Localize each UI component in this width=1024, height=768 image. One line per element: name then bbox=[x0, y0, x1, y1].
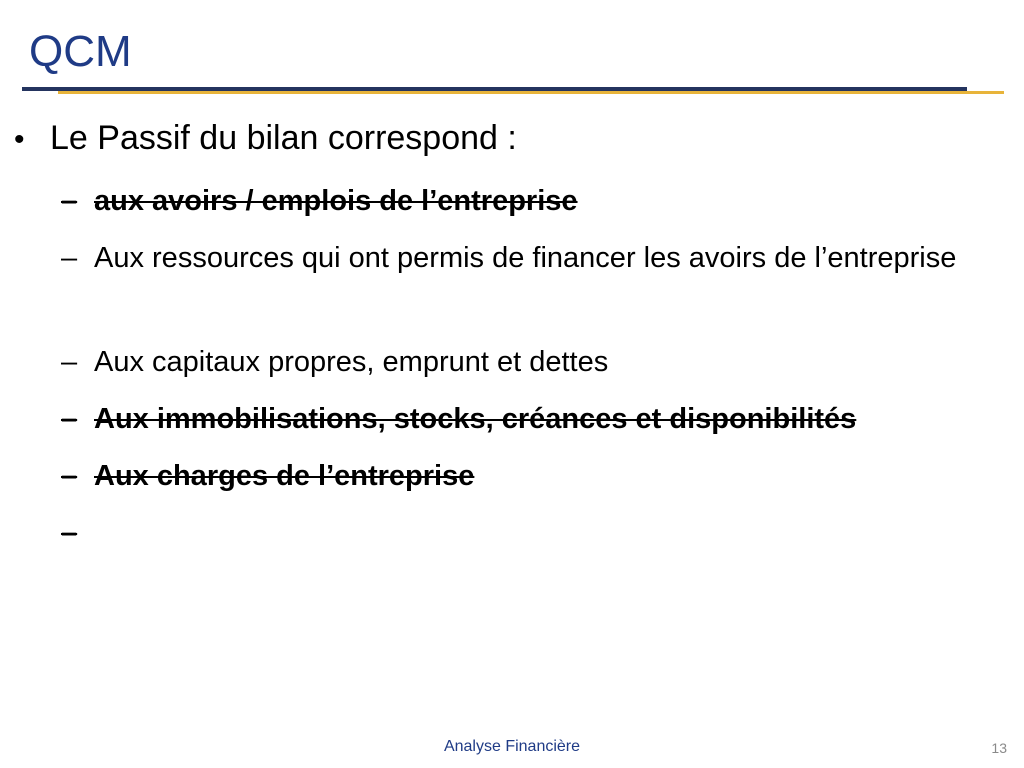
answer-text: Aux capitaux propres, emprunt et dettes bbox=[94, 346, 609, 378]
answer-option-1 bbox=[61, 181, 989, 221]
answer-text: aux avoirs / emplois de l’entreprise bbox=[94, 185, 578, 217]
dash-icon: – bbox=[61, 242, 78, 274]
answer-text: Aux charges de l’entreprise bbox=[94, 460, 475, 492]
page-number: 13 bbox=[991, 740, 1007, 756]
dash-icon: – bbox=[61, 517, 78, 549]
dash-icon: – bbox=[61, 460, 78, 492]
slide-footer: Analyse Financière bbox=[443, 738, 581, 755]
bullet-icon: • bbox=[14, 123, 25, 156]
answer-option-5 bbox=[61, 456, 989, 496]
answer-option-2 bbox=[61, 238, 989, 278]
dash-icon: – bbox=[61, 403, 78, 435]
answer-text: Aux immobilisations, stocks, créances et disponibilités bbox=[94, 403, 857, 435]
question-text: Le Passif du bilan correspond : bbox=[50, 119, 517, 157]
slide-title: QCM bbox=[29, 27, 132, 76]
dash-icon: – bbox=[61, 185, 78, 217]
question bbox=[14, 117, 517, 161]
answer-text: Aux ressources qui ont permis de financer les avoirs de l’entreprise bbox=[94, 242, 957, 274]
dash-icon: – bbox=[61, 346, 78, 378]
title-rule-accent bbox=[58, 91, 1004, 94]
answer-option-4 bbox=[61, 399, 989, 439]
answer-option-3 bbox=[61, 342, 989, 382]
answer-option-6 bbox=[61, 513, 989, 553]
